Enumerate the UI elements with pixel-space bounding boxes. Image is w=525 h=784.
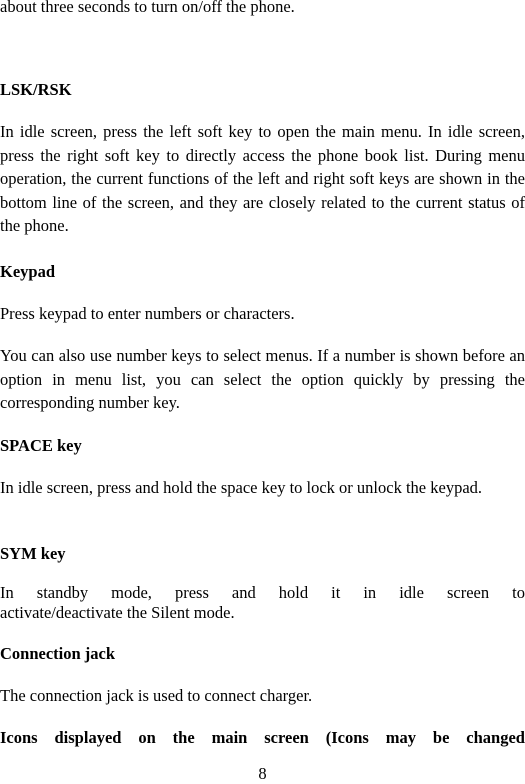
intro-line: about three seconds to turn on/off the phone. [0, 0, 295, 16]
sym-key-paragraph-line-2: activate/deactivate the Silent mode. [0, 603, 235, 622]
connection-jack-paragraph: The connection jack is used to connect charger. [0, 686, 313, 705]
space-key-paragraph: In idle screen, press and hold the space key to lock or unlock the keypad. [0, 478, 483, 497]
connection-jack-heading: Connection jack [0, 644, 116, 663]
sym-key-heading: SYM key [0, 544, 66, 563]
keypad-paragraph-2: You can also use number keys to select menus. If a number is shown before an option in menu list, you can select the option quickly by pressing the corresponding number key. [0, 346, 525, 412]
sym-key-paragraph-line-1: In standby mode, press and hold it in idle screen to [0, 583, 525, 602]
keypad-heading: Keypad [0, 262, 56, 281]
keypad-paragraph-1: Press keypad to enter numbers or characters. [0, 304, 295, 323]
lsk-rsk-heading: LSK/RSK [0, 80, 72, 99]
space-key-heading: SPACE key [0, 436, 82, 455]
page-number: 8 [258, 764, 267, 783]
lsk-rsk-paragraph: In idle screen, press the left soft key to open the main menu. In idle screen, press the right soft key to directly access the phone book list. During menu operation, the current functions of the left and right soft keys are shown in the bottom line of the screen, and they are closely related to the current status of the phone. [0, 122, 525, 235]
icons-heading: Icons displayed on the main screen (Icons may be changed [0, 728, 525, 747]
